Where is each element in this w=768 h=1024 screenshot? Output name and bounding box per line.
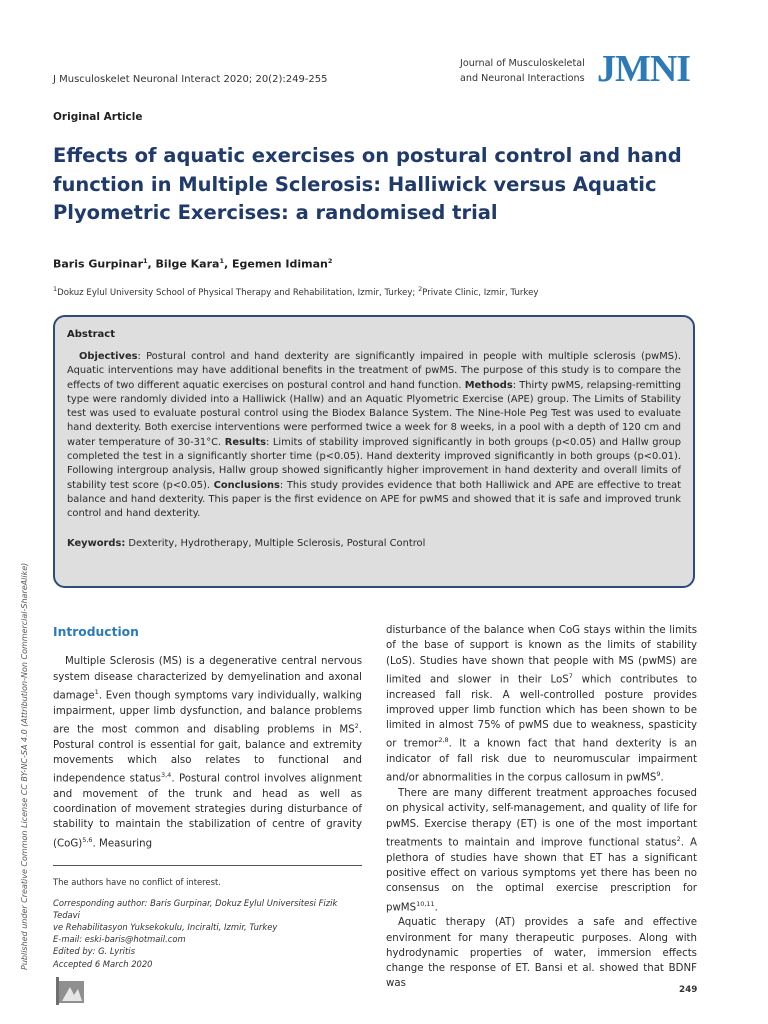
citation-sup: 3,4 <box>160 771 172 780</box>
text-run: . Postural control involves alignment and movement of the trunk and head as well as coordination of movement strategies during disturbance of stability to maintain the stabilization of centre of gravity (CoG) <box>53 773 362 850</box>
text-run: . Even though symptoms vary individually, walking impairment, upper limb dysfunction, and balance problems are the most common and disabling problems in MS <box>53 690 362 736</box>
author-name: Bilge Kara <box>155 257 220 271</box>
corresponding-line: Corresponding author: Baris Gurpinar, Dokuz Eylul Universitesi Fizik Tedavi <box>53 898 338 921</box>
body-paragraph <box>386 623 697 786</box>
accepted-date: Accepted 6 March 2020 <box>53 958 153 969</box>
corresponding-author <box>53 897 362 970</box>
text-run: . <box>434 902 438 913</box>
body-paragraph <box>53 654 362 851</box>
author-list: Baris Gurpinar$^1$, Bilge Kara$^1$, Egemen Idiman$^2$ <box>53 257 333 271</box>
author-affil-sup: 1 <box>143 257 148 265</box>
abstract-text <box>67 350 681 522</box>
text-run: disturbance of the balance when CoG stays within the limits of the base of support is known as the limits of stability (LoS). Studies have shown that people with MS (pwMS) are limited and slower in their LoS <box>386 625 697 686</box>
author-name: Egemen Idiman <box>231 257 328 271</box>
text-run: . It a known fact that hand dexterity is an indicator of fall risk due to neuromuscular impairment and/or abnormalities in the corpus callosum in pwMS <box>386 738 697 784</box>
keywords-text: Dexterity, Hydrotherapy, Multiple Sclerosis, Postural Control <box>125 537 426 549</box>
article-title: Effects of aquatic exercises on postural control and hand function in Multiple Sclerosis: Halliwick versus Aquatic Plyometric Exercises: a randomised trial <box>53 144 682 224</box>
abstract-segment: : Limits of stability improved significantly in both groups (p<0.05) and Hallw group completed the test in a significantly shorter time (p<0.05). Hand dexterity improved significantly in both groups (p<0.01). Following intergroup analysis, Hallw group showed significantly higher improvement in hand dexterity and overall limits of stability test score (p<0.05). <box>67 436 681 491</box>
left-column <box>53 623 362 851</box>
corresponding-line: ve Rehabilitasyon Yuksekokulu, Inciralti, Izmir, Turkey <box>53 922 278 933</box>
author-email: E-mail: eski-baris@hotmail.com <box>53 934 186 945</box>
jmni-logo-text: JMNI <box>597 48 691 88</box>
abstract-segment: : This study provides evidence that both Halliwick and APE are effective to treat balance and hand dexterity. This paper is the first evidence on APE for pwMS and showed that it is safe and improved trunk control and hand dexterity. <box>67 479 681 520</box>
affiliations <box>53 285 538 298</box>
publisher-icon <box>56 975 88 1007</box>
author-affil-sup: 2 <box>327 257 333 265</box>
text-run: . Postural control is essential for gait, balance and extremity movements which also relates to functional and independence status <box>53 724 362 785</box>
abstract-label: Methods <box>464 379 513 391</box>
footnotes <box>53 876 362 970</box>
body-paragraph: Aquatic therapy (AT) provides a safe and effective environment for many therapeutic purposes. Along with hydrodynamic properties of water, immersion effects change the response of ET. Bansi et al. showed that BDNF was <box>386 917 697 990</box>
text-run: which contributes to increased fall risk. A well-controlled posture provides improved upper limb function which has been shown to be limited in almost 75% of pwMS due to weakness, spasticity or tremor <box>386 674 697 750</box>
footnote-divider <box>53 865 362 866</box>
author-name: Baris Gurpinar <box>53 257 143 271</box>
citation-sup: 10,11 <box>416 899 435 908</box>
abstract-label: Objectives <box>79 351 138 362</box>
text-run: There are many different treatment approaches focused on physical activity, self-management, and quality of life for pwMS. Exercise therapy (ET) is one of the most important treatments to maintain and improve functional status <box>386 788 697 849</box>
citation-sup: 9 <box>656 770 661 779</box>
journal-name-line1: Journal of Musculoskeletal <box>460 58 585 69</box>
right-column <box>386 623 697 992</box>
text-run: Multiple Sclerosis (MS) is a degenerative central nervous system disease characterized by demyelination and axonal damage <box>53 656 362 702</box>
citation-sup: 2,8 <box>438 736 449 745</box>
journal-citation: J Musculoskelet Neuronal Interact 2020; 20(2):249-255 <box>53 74 328 85</box>
affil-sup: 2 <box>418 285 423 293</box>
article-type: Original Article <box>53 111 143 123</box>
journal-name-line2: and Neuronal Interactions <box>460 73 585 84</box>
abstract-label: Results <box>224 436 266 448</box>
citation-sup: 2 <box>354 721 359 730</box>
citation-sup: 2 <box>676 835 681 844</box>
text-run: . <box>660 772 664 784</box>
journal-name <box>460 56 585 86</box>
conflict-of-interest: The authors have no conflict of interest. <box>53 877 221 887</box>
abstract-segment: : Postural control and hand dexterity are significantly impaired in people with multiple sclerosis (pwMS). Aquatic interventions may have additional benefits in the treatment of pwMS. The purpose of this study is to compare the effects of two different aquatic exercises on postural control and hand function. <box>67 351 681 391</box>
edited-by: Edited by: G. Lyritis <box>53 946 135 957</box>
text-run: . A plethora of studies have shown that ET has a significant positive effect on various symptoms yet there has been no consensus on the optimal exercise prescription for pwMS <box>386 837 697 913</box>
affil-text: Private Clinic, Izmir, Turkey <box>422 287 539 298</box>
keywords <box>67 538 681 549</box>
license-vertical-text: Published under Creative Common License CC BY-NC-SA 4.0 (Attribution-Non Commercial-ShareAlike) <box>20 562 29 970</box>
abstract-segment: : Thirty pwMS, relapsing-remitting type were randomly divided into a Halliwick (Hallw) and an Aquatic Plyometric Exercise (APE) group. The Limits of Stability test was used to evaluate postural control using the Biodex Balance System. The Nine-Hole Peg Test was used to evaluate hand dexterity. Both exercise interventions were performed twice a week for 8 weeks, in a pool with a depth of 120 cm and water temperature of 30-31°C. <box>67 379 681 448</box>
affil-text: Dokuz Eylul University School of Physical Therapy and Rehabilitation, Izmir, Turkey; <box>57 287 419 298</box>
citation-sup: 5,6 <box>82 835 93 844</box>
abstract-heading: Abstract <box>67 329 116 340</box>
body-paragraph <box>386 786 697 915</box>
citation-sup: 1 <box>94 687 99 696</box>
page-number: 249 <box>679 985 698 995</box>
affil-sup: 1 <box>53 285 58 293</box>
jmni-logo <box>597 48 701 88</box>
text-run: . Measuring <box>92 838 153 850</box>
author-affil-sup: 1 <box>219 257 224 265</box>
abstract-box <box>53 315 695 588</box>
abstract-label: Conclusions <box>213 479 280 491</box>
keywords-label: Keywords: <box>67 537 126 549</box>
section-heading-introduction: Introduction <box>53 625 139 639</box>
citation-sup: 7 <box>568 671 573 680</box>
